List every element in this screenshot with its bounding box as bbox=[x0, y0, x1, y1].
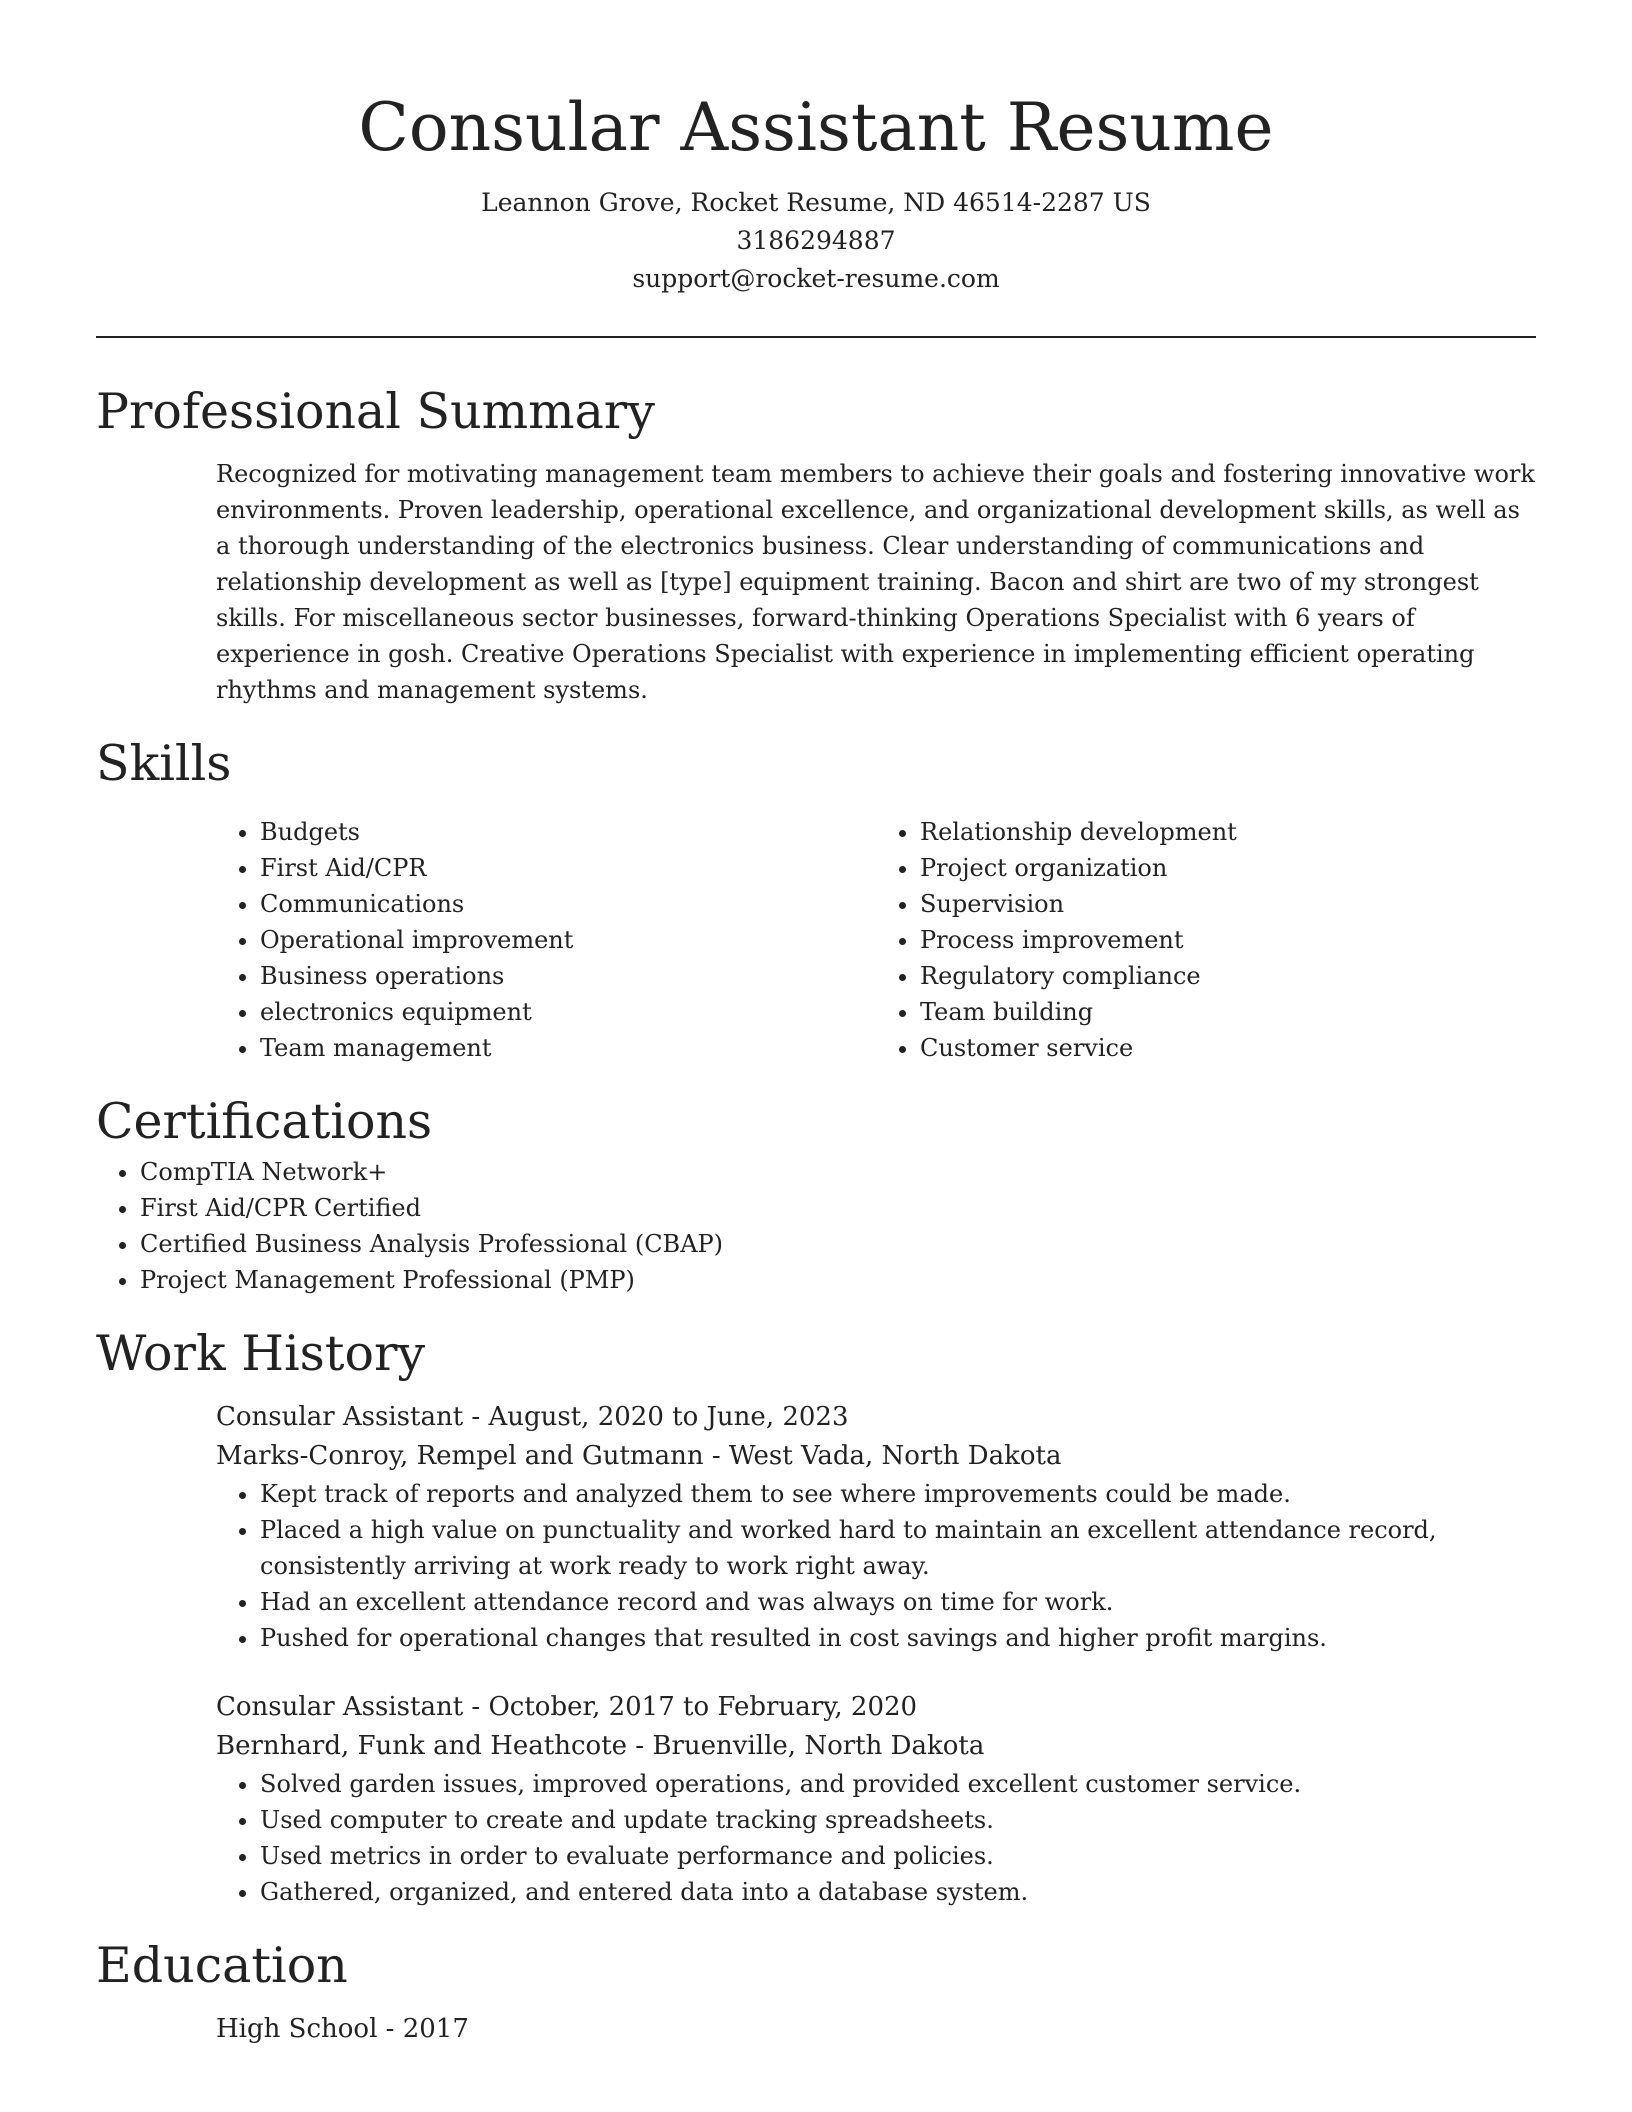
job-location: West Vada, North Dakota bbox=[728, 1441, 1062, 1471]
job-title: Consular Assistant bbox=[216, 1402, 464, 1432]
job-separator: - bbox=[463, 1402, 489, 1432]
skill-item: • Budgets bbox=[260, 814, 876, 850]
job-duty: • Used computer to create and update tracking spreadsheets. bbox=[260, 1802, 1536, 1838]
skill-item: • Regulatory compliance bbox=[920, 958, 1536, 994]
section-heading-skills: Skills bbox=[96, 735, 232, 792]
job-duties-list bbox=[216, 1766, 1536, 1910]
education-year: 2017 bbox=[402, 2014, 469, 2044]
skills-list-right bbox=[876, 814, 1536, 1066]
summary-text: Recognized for motivating management team members to achieve their goals and fostering innovative work environments. Proven leadership, operational excellence, and organizational development skills, as well as a thorough understanding of the electronics business. Clear understanding of communications and relationship development as well as [type] equipment training. Bacon and shirt are two of my strongest skills. For miscellaneous sector businesses, forward-thinking Operations Specialist with 6 years of experience in gosh. Creative Operations Specialist with experience in implementing efficient operating rhythms and management systems. bbox=[216, 460, 1535, 704]
job-title-line bbox=[216, 1688, 1536, 1727]
skill-item: • Project organization bbox=[920, 850, 1536, 886]
certification-item: • Project Management Professional (PMP) bbox=[140, 1262, 1536, 1298]
skill-item: • Relationship development bbox=[920, 814, 1536, 850]
job-separator: - bbox=[703, 1441, 729, 1471]
section-heading-work-history: Work History bbox=[96, 1325, 426, 1382]
resume-page bbox=[96, 0, 1536, 2049]
job-duty: • Solved garden issues, improved operations, and provided excellent customer service. bbox=[260, 1766, 1536, 1802]
job-dates: August, 2020 to June, 2023 bbox=[488, 1402, 849, 1432]
job-entry bbox=[216, 1398, 1536, 1656]
job-separator: - bbox=[463, 1692, 489, 1722]
skill-item: • Supervision bbox=[920, 886, 1536, 922]
job-duty: • Had an excellent attendance record and was always on time for work. bbox=[260, 1584, 1536, 1620]
education-separator: - bbox=[377, 2014, 403, 2044]
job-duty: • Gathered, organized, and entered data into a database system. bbox=[260, 1874, 1536, 1910]
skills-list-left bbox=[216, 814, 876, 1066]
section-heading-summary: Professional Summary bbox=[96, 383, 655, 440]
skill-item: • Operational improvement bbox=[260, 922, 876, 958]
job-location: Bruenville, North Dakota bbox=[652, 1731, 985, 1761]
certification-item: • First Aid/CPR Certified bbox=[140, 1190, 1536, 1226]
education-level: High School bbox=[216, 2014, 378, 2044]
education-entry bbox=[216, 2010, 1536, 2049]
job-separator: - bbox=[627, 1731, 653, 1761]
job-company: Marks-Conroy, Rempel and Gutmann bbox=[216, 1441, 704, 1471]
job-duty: • Placed a high value on punctuality and worked hard to maintain an excellent attendance record, consistently arriving at work ready to work right away. bbox=[260, 1512, 1536, 1584]
section-heading-certifications: Certifications bbox=[96, 1093, 433, 1150]
job-entry bbox=[216, 1688, 1536, 1910]
certification-item: • Certified Business Analysis Professional (CBAP) bbox=[140, 1226, 1536, 1262]
job-dates: October, 2017 to February, 2020 bbox=[488, 1692, 918, 1722]
job-company-line bbox=[216, 1727, 1536, 1766]
contact-phone: 3186294887 bbox=[736, 226, 896, 255]
skill-item: • Communications bbox=[260, 886, 876, 922]
contact-address: Leannon Grove, Rocket Resume, ND 46514-2287 US bbox=[481, 188, 1151, 217]
job-duty: • Kept track of reports and analyzed them to see where improvements could be made. bbox=[260, 1476, 1536, 1512]
contact-email: support@rocket-resume.com bbox=[632, 264, 1000, 293]
job-company-line bbox=[216, 1437, 1536, 1476]
job-title: Consular Assistant bbox=[216, 1692, 464, 1722]
skill-item: • Team management bbox=[260, 1030, 876, 1066]
job-duty: • Used metrics in order to evaluate performance and policies. bbox=[260, 1838, 1536, 1874]
skill-item: • Customer service bbox=[920, 1030, 1536, 1066]
header-divider bbox=[96, 336, 1536, 338]
skill-item: • Business operations bbox=[260, 958, 876, 994]
certifications-list bbox=[96, 1154, 1536, 1298]
certification-item: • CompTIA Network+ bbox=[140, 1154, 1536, 1190]
skills-grid bbox=[216, 814, 1536, 1066]
job-company: Bernhard, Funk and Heathcote bbox=[216, 1731, 628, 1761]
skill-item: • First Aid/CPR bbox=[260, 850, 876, 886]
skill-item: • Process improvement bbox=[920, 922, 1536, 958]
job-duty: • Pushed for operational changes that resulted in cost savings and higher profit margins. bbox=[260, 1620, 1536, 1656]
contact-block bbox=[96, 184, 1536, 298]
job-duties-list bbox=[216, 1476, 1536, 1656]
skill-item: • electronics equipment bbox=[260, 994, 876, 1030]
resume-title: Consular Assistant Resume bbox=[358, 89, 1274, 166]
section-heading-education: Education bbox=[96, 1937, 348, 1994]
skill-item: • Team building bbox=[920, 994, 1536, 1030]
job-title-line bbox=[216, 1398, 1536, 1437]
